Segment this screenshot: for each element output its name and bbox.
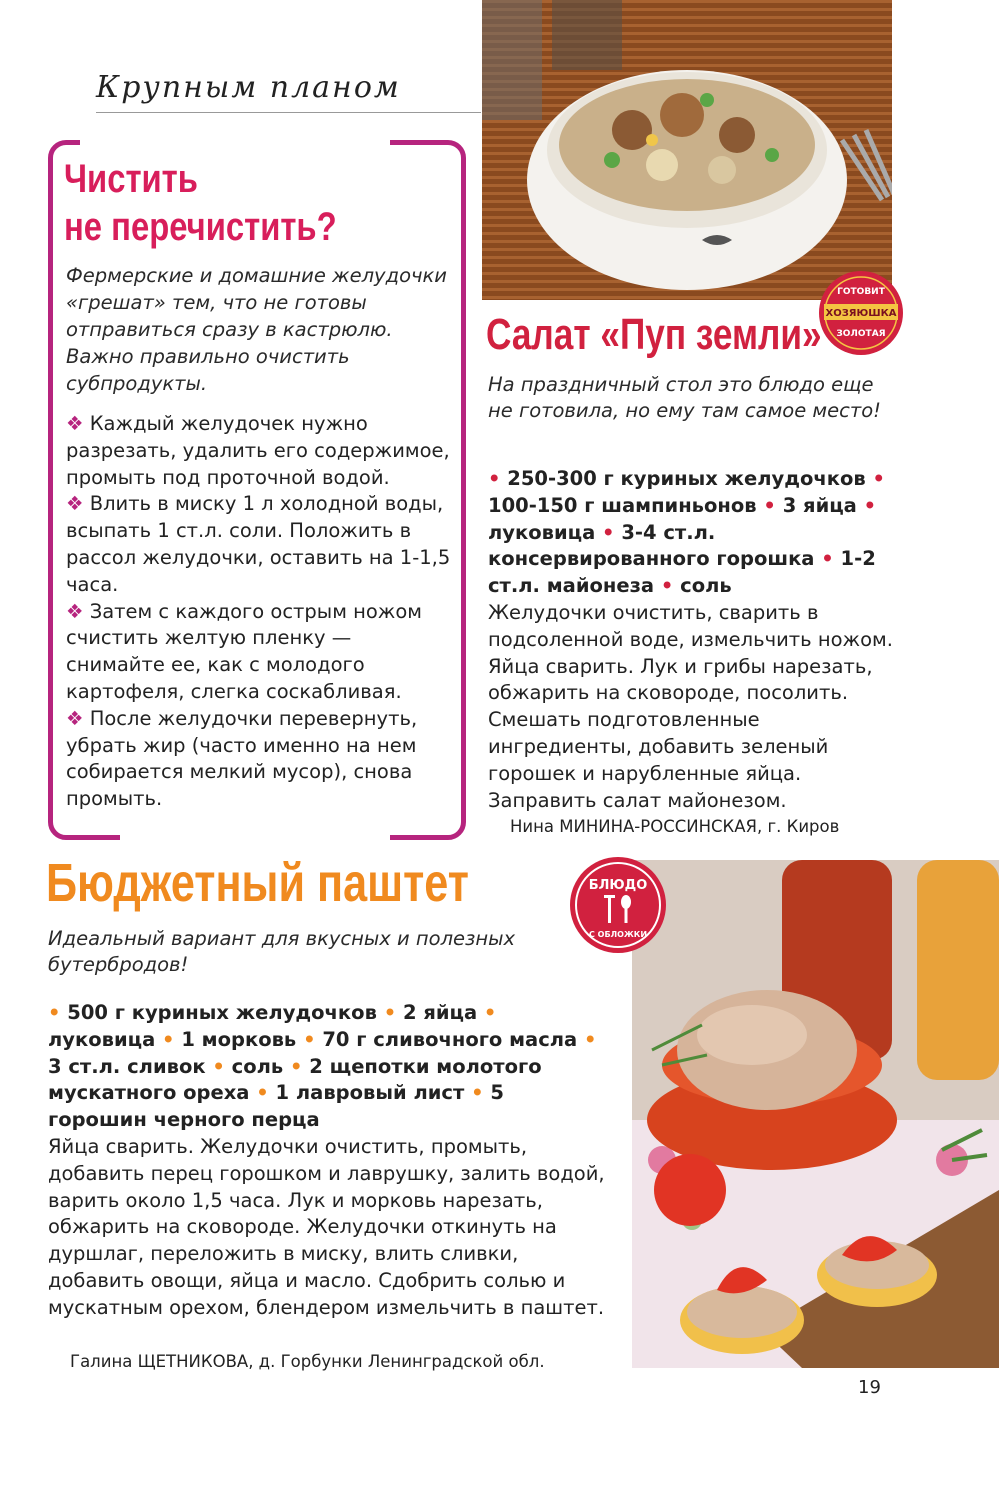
- diamond-bullet-icon: ❖: [66, 412, 84, 435]
- bullet-icon: •: [660, 574, 674, 598]
- recipe2-lead: Идеальный вариант для вкусных и полезных бутербродов!: [48, 927, 516, 976]
- bullet-icon: •: [821, 547, 834, 571]
- bullet-icon: •: [602, 520, 615, 544]
- sidebar-title-line2: не перечистить?: [64, 205, 337, 249]
- bullet-icon: •: [212, 1054, 225, 1078]
- recipe2-instructions: Яйца сварить. Желудочки очистить, промыть, добавить перец горошком и лаврушку, залить водой, варить около 1,5 часа. Лук и морковь нарезать, обжарить на сковороде. Желудочки откинуть на дуршлаг, переложить в миску, влить сливки, добавить овощи, яйца и масло. Сдобрить солью и мускатным орехом, блендером измельчить в паштет.: [48, 1135, 605, 1319]
- ingredient: соль: [680, 574, 732, 598]
- recipe1-ingredients: [488, 466, 898, 600]
- bullet-icon: •: [290, 1054, 303, 1078]
- bullet-icon: •: [872, 467, 885, 490]
- bullet-icon: •: [162, 1027, 175, 1051]
- ingredient: 250-300 г куриных желудочков: [507, 467, 866, 490]
- section-title: Крупным планом: [96, 70, 401, 105]
- cover-dish-badge: [568, 855, 668, 955]
- bullet-icon: •: [303, 1027, 316, 1051]
- bullet-icon: •: [383, 1001, 397, 1024]
- cleaning-step: ❖ После желудочки перевернуть, убрать жир (часто именно на нем собирается мелкий мусор), снова промыть.: [66, 706, 418, 811]
- section-divider: [96, 112, 481, 113]
- sidebar-frame-gap-top: [80, 130, 390, 150]
- diamond-bullet-icon: ❖: [66, 706, 84, 730]
- ingredient: 1-2 ст.л. майонеза: [488, 547, 876, 598]
- golden-hostess-badge: [818, 270, 904, 356]
- badge-bottom-text: С ОБЛОЖКИ: [588, 930, 648, 939]
- recipe1-author: Нина МИНИНА-РОССИНСКАЯ, г. Киров: [510, 817, 840, 836]
- bullet-icon: •: [763, 493, 776, 517]
- sidebar-title: [64, 155, 376, 251]
- recipe1-title: Салат «Пуп земли»: [486, 310, 822, 359]
- bullet-icon: •: [488, 467, 501, 490]
- recipe2-author: Галина ЩЕТНИКОВА, д. Горбунки Ленинградской обл.: [70, 1352, 545, 1371]
- page-number: 19: [858, 1377, 881, 1398]
- recipe1-instructions: Желудочки очистить, сварить в подсоленной воде, измельчить ножом. Яйца сварить. Лук и грибы нарезать, обжарить на сковороде, посолить. Смешать подготовленные ингредиенты, добавить зеленый горошек и нарубленные яйца. Заправить салат майонезом.: [488, 601, 893, 812]
- ingredient: 70 г сливочного масла: [322, 1027, 578, 1051]
- cleaning-step: ❖ Влить в миску 1 л холодной воды, всыпать 1 ст.л. соли. Положить в рассол желудочки, оставить на 1-1,5 часа.: [66, 492, 451, 596]
- badge-top-text: ГОТОВИТ: [837, 287, 885, 297]
- recipe2-ingredients: [48, 1000, 608, 1134]
- recipe2-title: Бюджетный паштет: [46, 853, 469, 913]
- cleaning-step: ❖ Каждый желудочек нужно разрезать, удалить его содержимое, промыть под проточной водой.: [66, 412, 450, 489]
- sidebar-frame-gap-bottom: [120, 822, 390, 842]
- bullet-icon: •: [471, 1081, 484, 1105]
- pate-photo: [632, 860, 999, 1368]
- ingredient: луковица: [48, 1027, 156, 1051]
- badge-top-text: БЛЮДО: [588, 878, 648, 893]
- sidebar-lead: Фермерские и домашние желудочки «грешат» тем, что не готовы отправиться сразу в кастрюлю. Важно правильно очистить субпродукты.: [66, 264, 447, 395]
- cleaning-step: ❖ Затем с каждого острым ножом счистить желтую пленку — снимайте ее, как с молодого картофеля, слегка соскабливая.: [66, 599, 422, 703]
- diamond-bullet-icon: ❖: [66, 599, 84, 623]
- ingredient: 3-4 ст.л. консервированного горошка: [488, 520, 815, 571]
- salad-photo: [482, 0, 892, 300]
- badge-middle-text: ХОЗЯЮШКА: [825, 308, 897, 319]
- ingredient: 1 морковь: [181, 1027, 297, 1051]
- ingredient: соль: [231, 1054, 284, 1078]
- ingredient: 2 яйца: [402, 1001, 478, 1024]
- ingredient: 3 яйца: [782, 493, 857, 517]
- ingredient: 5 горошин черного перца: [48, 1081, 504, 1132]
- bullet-icon: •: [256, 1081, 269, 1105]
- recipe1-lead: На праздничный стол это блюдо еще не готовила, но ему там самое место!: [488, 373, 881, 422]
- ingredient: 1 лавровый лист: [275, 1081, 465, 1105]
- ingredient: луковица: [488, 520, 596, 544]
- bullet-icon: •: [584, 1027, 597, 1051]
- bullet-icon: •: [863, 493, 877, 517]
- ingredient: 3 ст.л. сливок: [48, 1054, 206, 1078]
- bullet-icon: •: [48, 1001, 61, 1024]
- bullet-icon: •: [483, 1001, 497, 1024]
- ingredient: 500 г куриных желудочков: [67, 1001, 377, 1024]
- diamond-bullet-icon: ❖: [66, 492, 84, 516]
- ingredient: 2 щепотки молотого мускатного ореха: [48, 1054, 542, 1105]
- ingredient: 100-150 г шампиньонов: [488, 493, 757, 517]
- sidebar-title-line1: Чистить: [64, 157, 198, 201]
- badge-bottom-text: ЗОЛОТАЯ: [836, 329, 886, 339]
- cleaning-steps: [66, 411, 454, 813]
